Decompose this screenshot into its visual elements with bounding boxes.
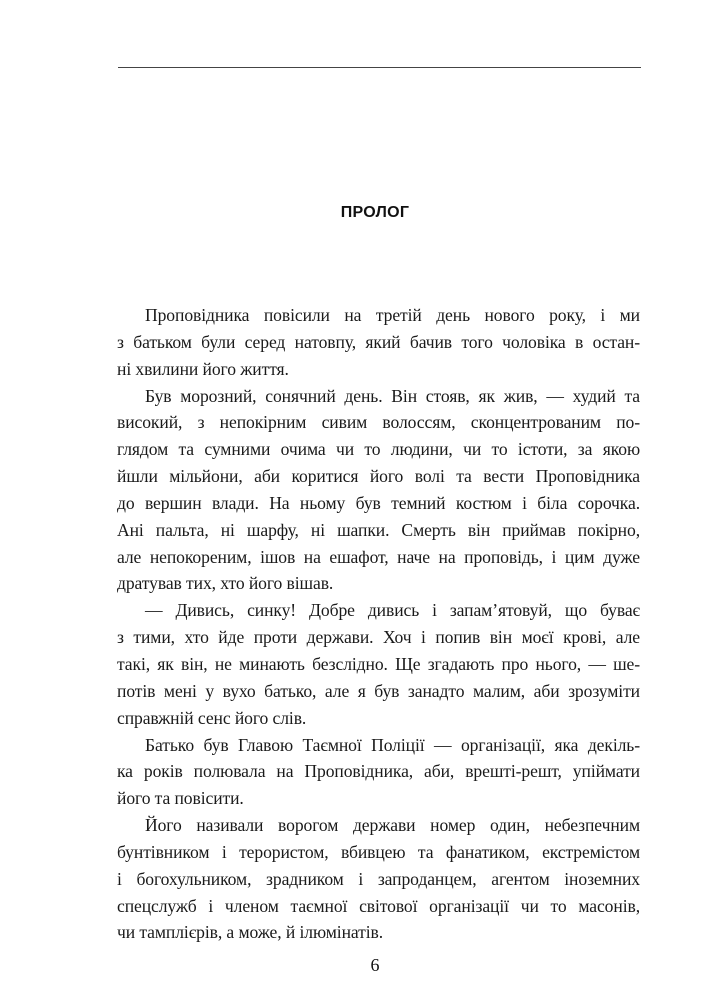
text-line: чи тамплієрів, а може, й ілюмінатів. — [117, 922, 384, 943]
text-line: йшли мільйони, аби коритися його волі та вести Проповідника — [117, 466, 640, 487]
body-text — [117, 302, 640, 946]
text-line: Його називали ворогом держави номер один, небезпечним — [145, 815, 640, 836]
text-line: справжній сенс його слів. — [117, 707, 307, 728]
page-number: 6 — [370, 955, 380, 975]
text-line: спецслужб і членом таємної світової організації чи то масонів, — [117, 895, 640, 916]
text-line: глядом та сумними очима чи то людини, чи то істоти, за якою — [117, 439, 640, 460]
text-line: Був морозний, сонячний день. Він стояв, як жив, — худий та — [145, 385, 640, 406]
text-line: і богохульником, зрадником і запроданцем, агентом іноземних — [117, 868, 640, 889]
paragraph — [117, 302, 640, 383]
text-line: до вершин влади. На ньому був темний костюм і біла сорочка. — [117, 492, 640, 513]
text-line: такі, як він, не минають безслідно. Ще згадають про нього, — ше- — [117, 653, 640, 674]
text-line: бунтівником і терористом, вбивцею та фанатиком, екстремістом — [117, 841, 640, 862]
text-line: потів мені у вухо батько, але я був занадто малим, аби зрозуміти — [117, 680, 640, 701]
text-line: з тими, хто йде проти держави. Хоч і попив він моєї крові, але — [117, 627, 640, 648]
paragraph — [117, 812, 640, 946]
text-line: дратував тих, хто його вішав. — [117, 573, 334, 594]
text-line: Ані пальта, ні шарфу, ні шапки. Смерть він приймав покірно, — [117, 519, 640, 540]
paragraph — [117, 383, 640, 598]
text-line: але непокореним, ішов на ешафот, наче на проповідь, і цим дуже — [117, 546, 640, 567]
text-line: ка років полювала на Проповідника, аби, врешті-решт, упіймати — [117, 761, 640, 782]
text-line: з батьком були серед натовпу, який бачив того чоловіка в остан- — [117, 331, 640, 352]
text-line: ні хвилини його життя. — [117, 358, 289, 379]
text-line: високий, з непокірним сивим волоссям, сконцентрованим по- — [117, 412, 640, 433]
chapter-title: ПРОЛОГ — [340, 204, 410, 221]
header-rule — [118, 67, 641, 68]
paragraph — [117, 597, 640, 731]
text-line: Батько був Главою Таємної Поліції — організації, яка декіль- — [145, 734, 640, 755]
text-line: Проповідника повісили на третій день нового року, і ми — [145, 305, 640, 325]
text-line: його та повісити. — [117, 788, 244, 809]
text-line: — Дивись, синку! Добре дивись і запам’ятовуй, що буває — [145, 600, 640, 621]
paragraph — [117, 732, 640, 813]
